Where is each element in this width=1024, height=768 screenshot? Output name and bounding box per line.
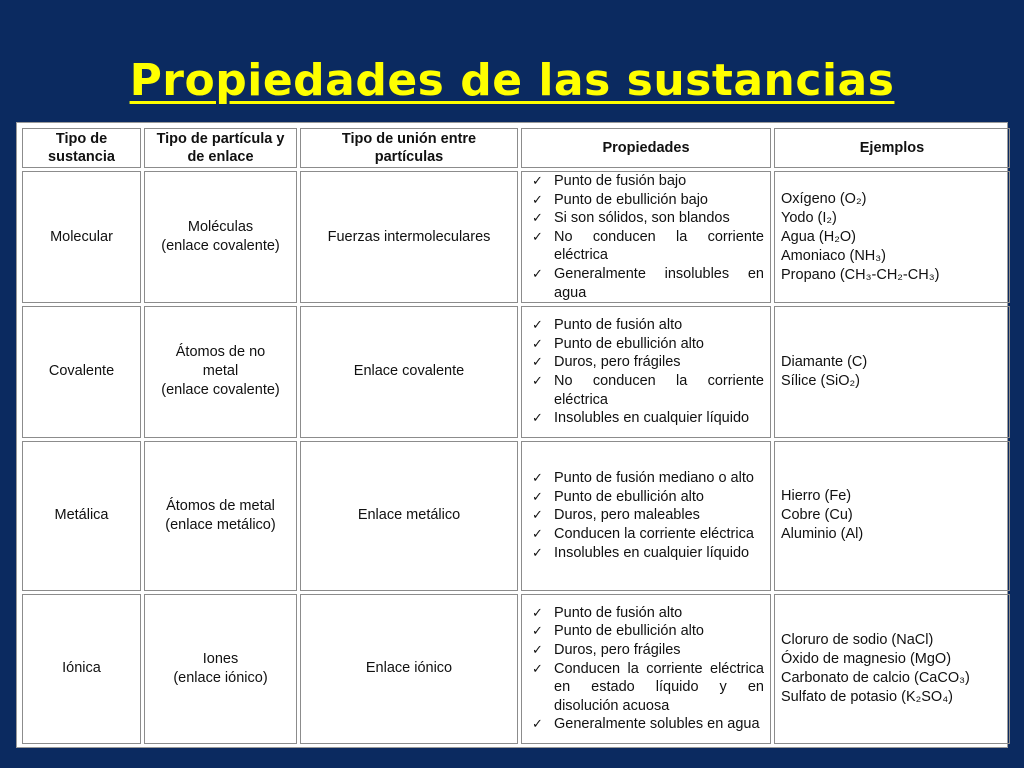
propiedad-text: Insolubles en cualquier líquido [554,410,750,427]
propiedad-text: Duros, pero frágiles [554,641,681,658]
particula-line: Átomos de metal [166,497,275,514]
header-tipo-line-2: sustancia [48,149,115,165]
list-item [528,265,764,302]
propiedad-text: Conducen la corriente eléctrica [554,525,754,542]
checkmark-icon: ✓ [532,716,543,732]
table-row [22,306,1010,437]
header-tipo-sustancia [22,128,141,168]
ejemplo-item: Carbonato de calcio (CaCO₃) [781,669,970,686]
checkmark-icon: ✓ [532,354,543,370]
propiedades-list [528,604,764,734]
cell-tipo-union: Fuerzas intermoleculares [300,171,518,303]
propiedades-list [528,316,764,428]
table-body [22,171,1010,744]
list-item [528,715,764,734]
list-item [528,191,764,210]
list-item [528,209,764,228]
header-tipo-particula [144,128,297,168]
ejemplo-item: Agua (H₂O) [781,228,856,245]
particula-line: (enlace metálico) [165,516,276,533]
checkmark-icon: ✓ [532,544,543,560]
cell-ejemplos [774,306,1010,437]
list-item [528,316,764,335]
cell-ejemplos [774,594,1010,744]
checkmark-icon: ✓ [532,173,543,189]
header-tipo-line-1: Tipo de [55,131,108,147]
cell-propiedades [521,441,771,591]
propiedad-text: Punto de ebullición alto [554,335,704,352]
cell-tipo-sustancia: Metálica [22,441,141,591]
header-propiedades: Propiedades [521,128,771,168]
cell-tipo-union: Enlace covalente [300,306,518,437]
propiedad-text: Punto de fusión alto [554,604,683,621]
cell-tipo-union: Enlace iónico [300,594,518,744]
propiedad-text: No conducen la corriente eléctrica [554,228,764,264]
cell-tipo-particula [144,594,297,744]
cell-tipo-sustancia: Covalente [22,306,141,437]
propiedad-text: Punto de fusión alto [554,317,683,334]
propiedad-text: Punto de fusión bajo [554,173,687,190]
cell-propiedades [521,306,771,437]
header-row [22,128,1010,168]
cell-propiedades [521,171,771,303]
propiedad-text: Si son sólidos, son blandos [554,210,730,227]
list-item [528,641,764,660]
checkmark-icon: ✓ [532,191,543,207]
ejemplo-item: Cloruro de sodio (NaCl) [781,631,934,648]
slide-title: Propiedades de las sustancias [129,55,895,107]
propiedad-text: Insolubles en cualquier líquido [554,544,750,561]
list-item [528,372,764,409]
cell-tipo-sustancia: Iónica [22,594,141,744]
table-row [22,594,1010,744]
list-item [528,353,764,372]
checkmark-icon: ✓ [532,604,543,620]
ejemplo-item: Diamante (C) [781,353,868,370]
checkmark-icon: ✓ [532,488,543,504]
properties-table [19,125,1013,747]
cell-ejemplos [774,441,1010,591]
list-item [528,335,764,354]
checkmark-icon: ✓ [532,228,543,244]
cell-tipo-union: Enlace metálico [300,441,518,591]
propiedad-text: Punto de ebullición alto [554,623,704,640]
checkmark-icon: ✓ [532,210,543,226]
particula-line: (enlace iónico) [173,669,268,686]
properties-table-frame [16,122,1008,748]
checkmark-icon: ✓ [532,623,543,639]
propiedad-text: Punto de ebullición bajo [554,191,708,208]
header-union-line-1: Tipo de unión entre [341,131,477,147]
list-item [528,525,764,544]
ejemplo-item: Yodo (I₂) [781,209,837,226]
list-item [528,469,764,488]
particula-line: Moléculas [187,219,254,236]
ejemplo-item: Hierro (Fe) [781,488,852,505]
cell-propiedades [521,594,771,744]
table-row [22,441,1010,591]
header-tipo-union [300,128,518,168]
checkmark-icon: ✓ [532,660,543,676]
list-item [528,172,764,191]
list-item [528,544,764,563]
list-item [528,506,764,525]
cell-tipo-particula [144,306,297,437]
particula-line: Átomos de no [175,344,266,361]
propiedades-list [528,469,764,562]
ejemplo-item: Óxido de magnesio (MgO) [781,650,952,667]
list-item [528,660,764,716]
list-item [528,604,764,623]
checkmark-icon: ✓ [532,470,543,486]
propiedad-text: Punto de ebullición alto [554,488,704,505]
propiedad-text: Generalmente solubles en agua [554,716,760,733]
checkmark-icon: ✓ [532,266,543,282]
ejemplo-item: Amoniaco (NH₃) [781,247,887,264]
list-item [528,409,764,428]
header-union-line-2: partículas [374,149,444,165]
checkmark-icon: ✓ [532,641,543,657]
ejemplo-item: Sílice (SiO₂) [781,372,860,389]
particula-line: metal [202,363,239,380]
propiedades-list [528,172,764,302]
ejemplo-item: Aluminio (Al) [781,526,864,543]
header-particula-line-2: de enlace [187,149,254,165]
cell-ejemplos [774,171,1010,303]
header-ejemplos: Ejemplos [774,128,1010,168]
list-item [528,622,764,641]
list-item [528,488,764,507]
checkmark-icon: ✓ [532,410,543,426]
propiedad-text: No conducen la corriente eléctrica [554,372,764,408]
propiedad-text: Conducen la corriente eléctrica en estado líquido y en disolución acuosa [554,660,764,714]
list-item [528,228,764,265]
checkmark-icon: ✓ [532,372,543,388]
cell-tipo-particula [144,171,297,303]
cell-tipo-sustancia: Molecular [22,171,141,303]
checkmark-icon: ✓ [532,507,543,523]
checkmark-icon: ✓ [532,335,543,351]
table-row [22,171,1010,303]
header-particula-line-1: Tipo de partícula y [156,131,285,147]
checkmark-icon: ✓ [532,317,543,333]
ejemplo-item: Oxígeno (O₂) [781,190,867,207]
propiedad-text: Punto de fusión mediano o alto [554,470,754,487]
ejemplo-item: Cobre (Cu) [781,507,853,524]
ejemplo-item: Propano (CH₃-CH₂-CH₃) [781,266,940,283]
particula-line: Iones [202,650,239,667]
checkmark-icon: ✓ [532,525,543,541]
ejemplo-item: Sulfato de potasio (K₂SO₄) [781,688,953,705]
cell-tipo-particula [144,441,297,591]
propiedad-text: Duros, pero frágiles [554,354,681,371]
propiedad-text: Duros, pero maleables [554,507,700,524]
particula-line: (enlace covalente) [161,238,280,255]
propiedad-text: Generalmente insolubles en agua [554,266,764,301]
particula-line: (enlace covalente) [161,382,280,399]
